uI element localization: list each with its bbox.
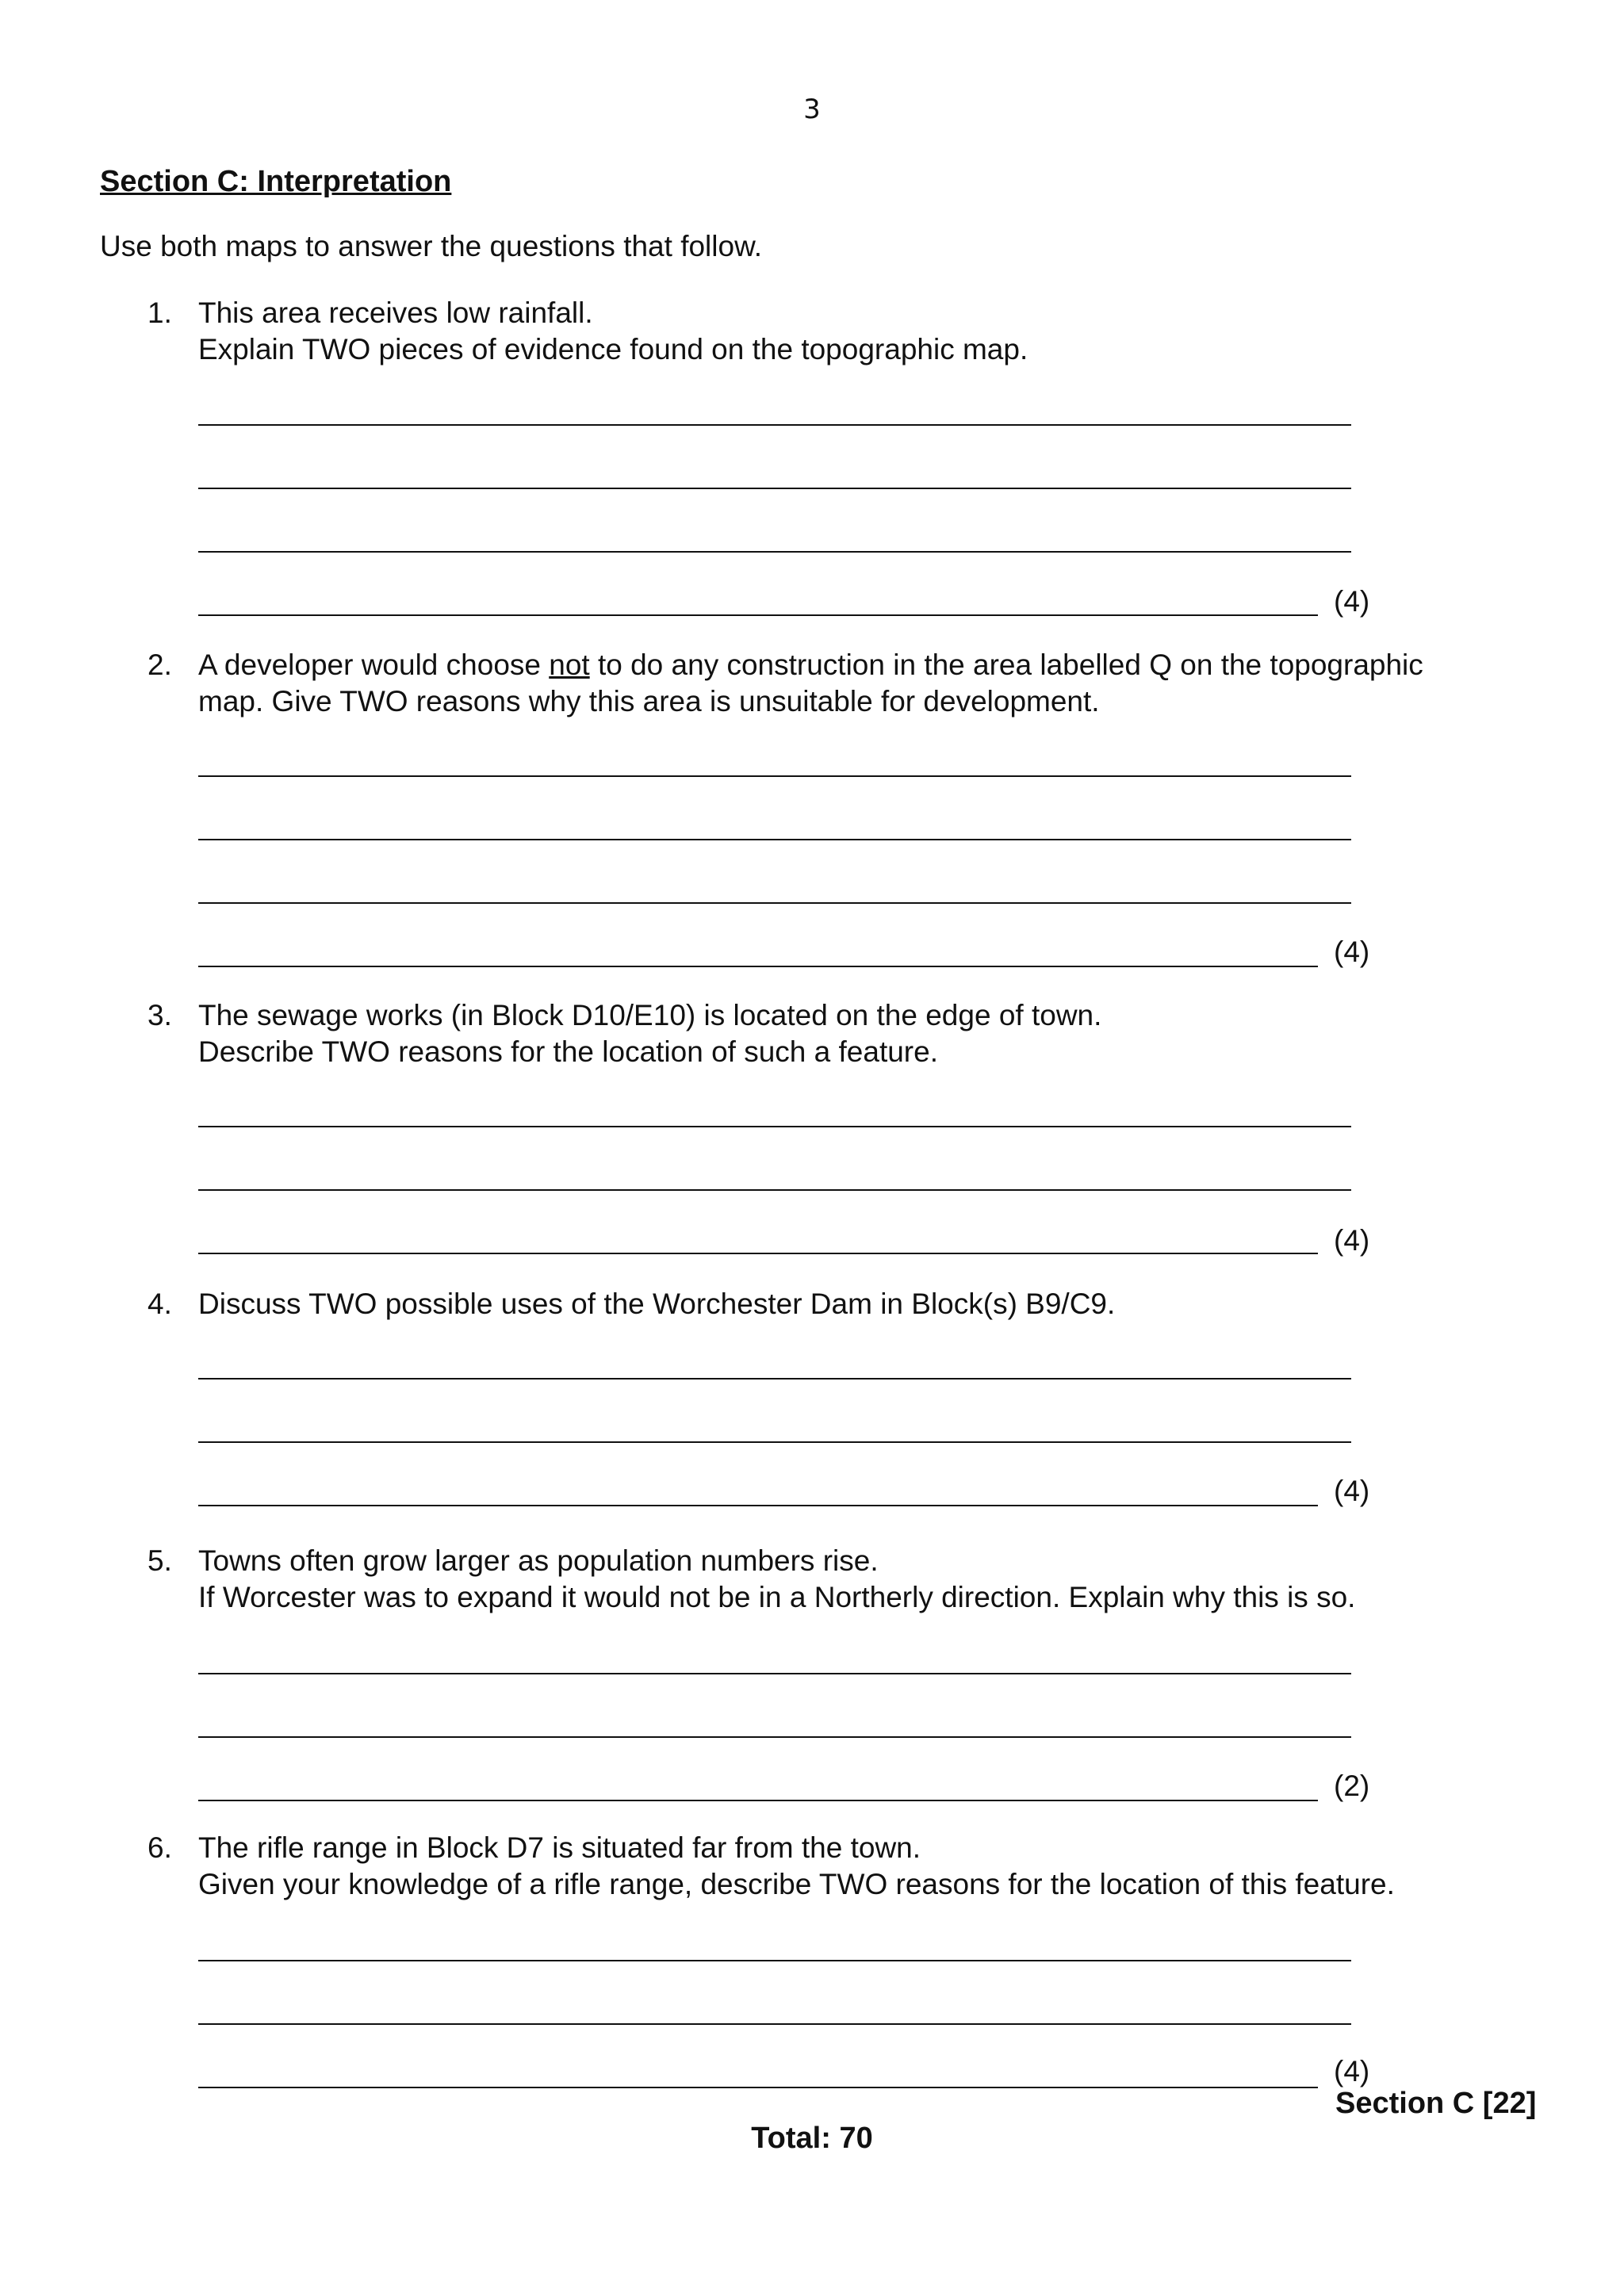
answer-line[interactable]: [198, 839, 1351, 840]
answer-line[interactable]: [198, 1673, 1351, 1674]
question-line: The rifle range in Block D7 is situated far from the town.: [198, 1831, 921, 1864]
question-number: 2.: [147, 649, 172, 681]
question-text: [198, 647, 1423, 720]
answer-line[interactable]: [198, 488, 1351, 489]
question-6: [147, 1830, 1395, 1903]
question-1: [147, 295, 1028, 368]
answer-line[interactable]: [198, 1736, 1351, 1738]
question-line: The sewage works (in Block D10/E10) is located on the edge of town.: [198, 999, 1102, 1031]
question-line: If Worcester was to expand it would not be in a Northerly direction. Explain why this is so.: [198, 1581, 1356, 1613]
question-text-part: A developer would choose: [198, 649, 550, 681]
section-total: Section C [22]: [1335, 2087, 1537, 2120]
answer-line[interactable]: [198, 1960, 1351, 1961]
underlined-word: not: [549, 649, 590, 681]
question-4: [147, 1286, 1115, 1322]
instructions: Use both maps to answer the questions that follow.: [100, 230, 763, 262]
question-5: [147, 1543, 1355, 1616]
marks-label: (4): [1334, 1224, 1370, 1257]
answer-line[interactable]: [198, 424, 1351, 426]
answer-line[interactable]: [198, 1253, 1318, 1254]
marks-label: (4): [1334, 936, 1370, 968]
answer-line[interactable]: [198, 1505, 1318, 1506]
answer-line[interactable]: [198, 1378, 1351, 1380]
question-text: [198, 997, 1101, 1070]
answer-line[interactable]: [198, 1441, 1351, 1443]
question-text: [198, 1830, 1395, 1903]
marks-label: (2): [1334, 1770, 1370, 1802]
question-3: [147, 997, 1101, 1070]
question-line: map. Give TWO reasons why this area is unsuitable for development.: [198, 685, 1100, 718]
answer-line[interactable]: [198, 2087, 1318, 2088]
answer-line[interactable]: [198, 902, 1351, 904]
question-line: Explain TWO pieces of evidence found on the topographic map.: [198, 333, 1028, 365]
answer-line[interactable]: [198, 551, 1351, 553]
question-2: [147, 647, 1423, 720]
question-number: 6.: [147, 1831, 172, 1864]
question-number: 3.: [147, 999, 172, 1031]
answer-line[interactable]: [198, 966, 1318, 967]
question-line: Discuss TWO possible uses of the Worchester Dam in Block(s) B9/C9.: [198, 1288, 1116, 1320]
question-text: [198, 295, 1028, 368]
question-text: [198, 1543, 1355, 1616]
section-title: Section C: Interpretation: [100, 165, 452, 198]
page-number: 3: [803, 94, 821, 125]
question-line: [198, 647, 1423, 683]
question-text-part: to do any construction in the area labelled Q on the topographic: [589, 649, 1423, 681]
question-number: 4.: [147, 1288, 172, 1320]
marks-label: (4): [1334, 585, 1370, 618]
question-line: Describe TWO reasons for the location of such a feature.: [198, 1035, 938, 1068]
question-number: 5.: [147, 1544, 172, 1577]
question-number: 1.: [147, 297, 172, 329]
answer-line[interactable]: [198, 1189, 1351, 1191]
question-line: Given your knowledge of a rifle range, describe TWO reasons for the location of this feature.: [198, 1868, 1395, 1900]
answer-line[interactable]: [198, 1126, 1351, 1127]
question-line: This area receives low rainfall.: [198, 297, 593, 329]
answer-line[interactable]: [198, 775, 1351, 777]
question-text: [198, 1286, 1115, 1322]
question-line: Towns often grow larger as population numbers rise.: [198, 1544, 879, 1577]
grand-total: Total: 70: [751, 2122, 873, 2155]
marks-label: (4): [1334, 1475, 1370, 1507]
answer-line[interactable]: [198, 1800, 1318, 1801]
marks-label: (4): [1334, 2055, 1370, 2087]
answer-line[interactable]: [198, 2023, 1351, 2025]
answer-line[interactable]: [198, 614, 1318, 616]
